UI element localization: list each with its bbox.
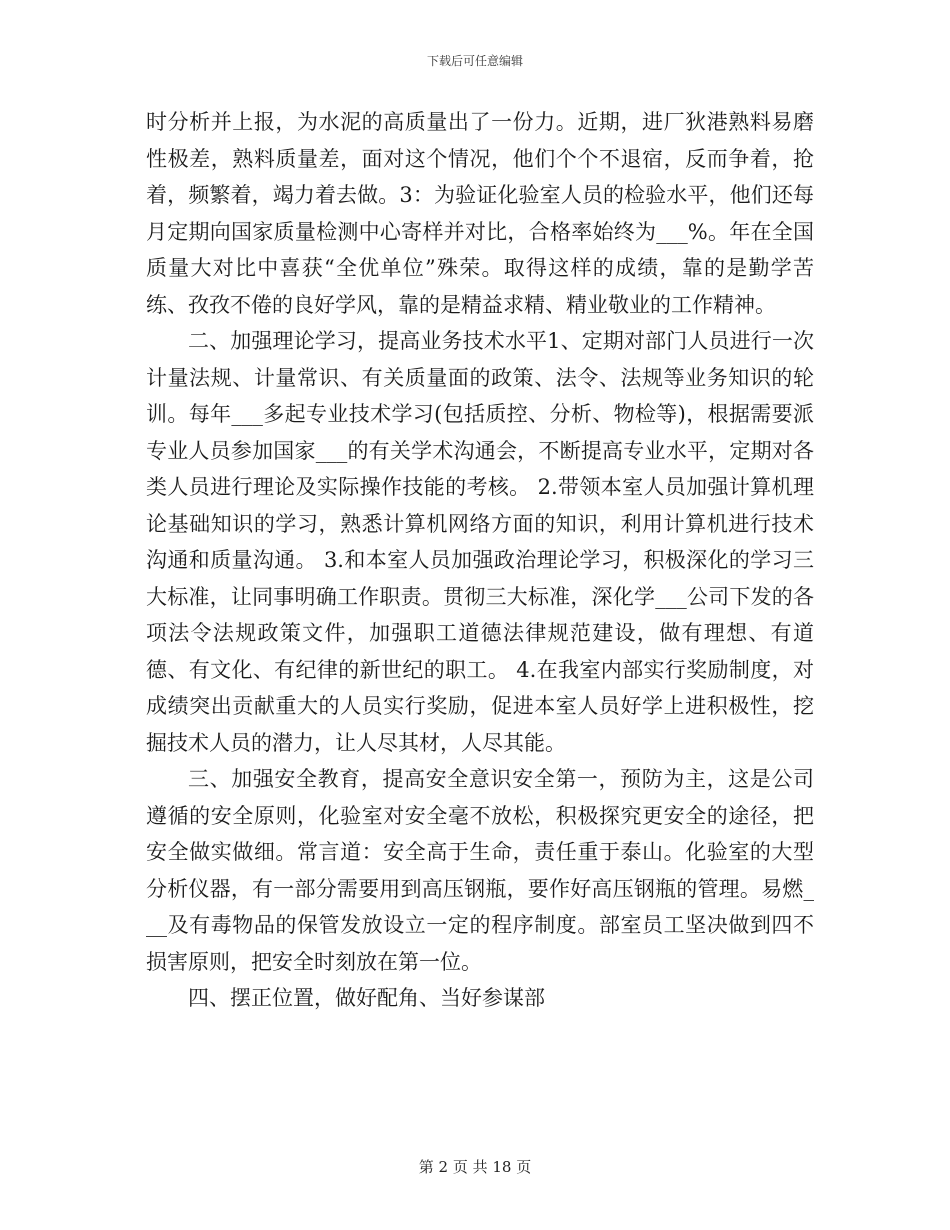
page-number: 第 2 页 共 18 页 [418,1158,532,1176]
paragraph-section-four: 四、摆正位置，做好配角、当好参谋部 [188,986,545,1010]
paragraph-section-three: 三、加强安全教育，提高安全意识安全第一，预防为主，这是公司遵循的安全原则，化验室对安全毫不放松，积极探究更安全的途径，把安全做实做细。常言道：安全高于生命，责任重于泰山。化验室的大型分析仪器，有一部分需要用到高压钢瓶，要作好高压钢瓶的管理。易燃___及有毒物品的保管发放设立一定的程序制度。部室员工坚决做到四不损害原则，把安全时刻放在第一位。 [146,767,814,974]
paragraph-section-two: 二、加强理论学习，提高业务技术水平1、定期对部门人员进行一次计量法规、计量常识、有关质量面的政策、法令、法规等业务知识的轮训。每年___多起专业技术学习(包括质控、分析、物检等)，根据需要派专业人员参加国家___的有关学术沟通会，不断提高专业水平，定期对各类人员进行理论及实际操作技能的考核。 2.带领本室人员加强计算机理论基础知识的学习，熟悉计算机网络方面的知识，利用计算机进行技术沟通和质量沟通。 3.和本室人员加强政治理论学习，积极深化的学习三大标准，让同事明确工作职责。贯彻三大标准，深化学___公司下发的各项法令法规政策文件，加强职工道德法律规范建设，做有理想、有道德、有文化、有纪律的新世纪的职工。 4.在我室内部实行奖励制度，对成绩突出贡献重大的人员实行奖励，促进本室人员好学上进积极性，挖掘技术人员的潜力，让人尽其材，人尽其能。 [146,329,814,755]
page-header: 下载后可任意编辑 [426,54,523,68]
document-body [146,104,814,1017]
paragraph-continuation: 时分析并上报，为水泥的高质量出了一份力。近期，进厂狄港熟料易磨性极差，熟料质量差，面对这个情况，他们个个不退宿，反而争着，抢着，频繁着，竭力着去做。3：为验证化验室人员的检验水平，他们还每月定期向国家质量检测中心寄样并对比，合格率始终为___%。年在全国质量大对比中喜获“全优单位”殊荣。取得这样的成绩，靠的是勤学苦练、孜孜不倦的良好学风，靠的是精益求精、精业敬业的工作精神。 [146,110,814,317]
